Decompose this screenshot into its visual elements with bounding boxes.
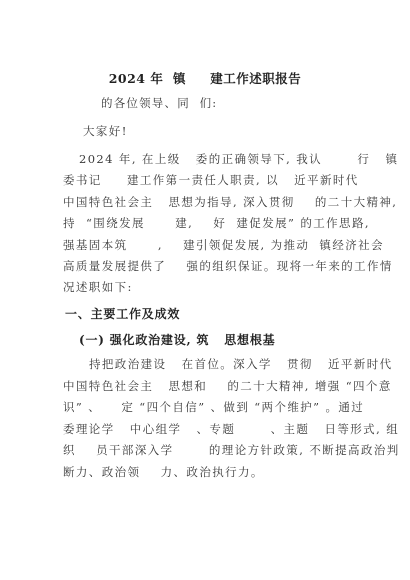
intro-line: 高质量发展提供了 强的组织保证。现将一年来的工作情 [63,259,393,273]
intro-line: 强基固本筑 , 建引领促发展, 为推动 镇经济社会 [63,238,384,252]
intro-line: 2024 年, 在上级 委的正确领导下, 我认 行 镇 [79,152,399,166]
body-line: 中国特色社会主 思想和 的二十大精神, 增强 “四个意 [63,379,392,393]
body-line: 织 员干部深入学 的理论方针政策, 不断提高政治判 [63,443,400,457]
body-line: 断力、政治领 力、政治执行力。 [63,465,264,479]
body-line: 识” 、 定 “四个自信” 、做到 “两个维护” 。通过 [63,400,365,414]
report-title: 2024 年 镇 建工作述职报告 [108,71,302,86]
body-line: 委理论学 中心组学 、专题 、主题 日等形式, 组 [63,422,400,436]
salutation: 的各位领导、同 们: [101,96,218,110]
greeting: 大家好! [83,124,128,138]
body-line: 持把政治建设 在首位。深入学 贯彻 近平新时代 [89,357,393,371]
subsection-heading: (一) 强化政治建设, 筑 思想根基 [79,333,276,347]
intro-line: 况述职如下: [63,280,133,294]
section-heading: 一、主要工作及成效 [65,307,181,321]
intro-line: 持 “围绕发展 建, 好 建促发展” 的工作思路, [63,216,370,230]
intro-line: 委书记 建工作第一责任人职责, 以 近平新时代 [63,173,359,187]
intro-line: 中国特色社会主 思想为指导, 深入贯彻 的二十大精神, [63,195,398,209]
